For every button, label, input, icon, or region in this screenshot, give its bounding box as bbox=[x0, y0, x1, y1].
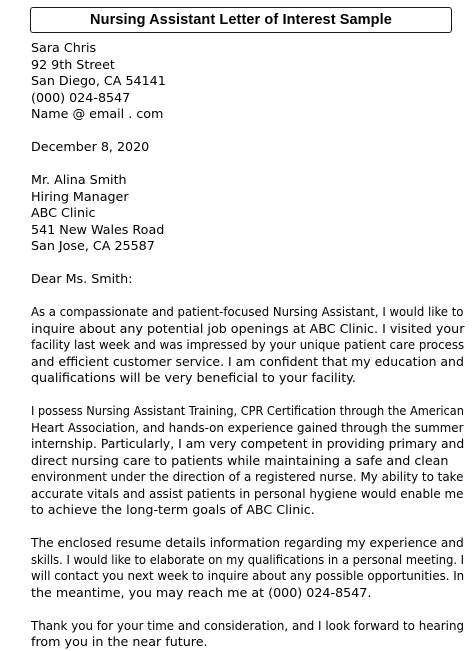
paragraph-1 bbox=[31, 304, 465, 387]
salutation: Dear Ms. Smith: bbox=[31, 271, 133, 286]
recipient-name: Mr. Alina Smith bbox=[31, 172, 127, 187]
sender-email: Name @ email . com bbox=[31, 106, 164, 121]
paragraph-line: the meantime, you may reach me at (000) 024-8547. bbox=[31, 584, 372, 600]
recipient-company: ABC Clinic bbox=[31, 205, 96, 220]
sender-phone: (000) 024-8547 bbox=[31, 89, 131, 105]
paragraph-line: skills. I would like to elaborate on my qualifications in a personal meeting. I bbox=[31, 551, 465, 567]
recipient-title: Hiring Manager bbox=[31, 188, 129, 204]
paragraph-line: environment under the direction of a registered nurse. My ability to take bbox=[31, 469, 464, 484]
sender-address bbox=[31, 40, 456, 123]
document-title: Nursing Assistant Letter of Interest Sample bbox=[90, 12, 392, 28]
paragraph-line: I possess Nursing Assistant Training, CPR Certification through the American bbox=[31, 403, 464, 418]
paragraph-line: direct nursing care to patients while maintaining a safe and clean bbox=[31, 452, 449, 468]
paragraph-line: will contact you next week to inquire about any possible opportunities. In bbox=[31, 568, 465, 583]
paragraph-line: inquire about any potential job openings at ABC Clinic. I visited your bbox=[31, 320, 465, 336]
paragraph-line: Heart Association, and hands-on experience gained through the summer bbox=[31, 419, 464, 435]
title-box bbox=[30, 7, 452, 33]
paragraph-line: As a compassionate and patient-focused Nursing Assistant, I would like to bbox=[31, 304, 464, 319]
paragraph-line: facility last week and was impressed by your unique patient care process bbox=[31, 337, 465, 352]
recipient-city: San Jose, CA 25587 bbox=[31, 238, 155, 253]
letter-body bbox=[31, 40, 465, 651]
recipient-address bbox=[31, 172, 456, 255]
letter-date: December 8, 2020 bbox=[31, 139, 150, 154]
recipient-street: 541 New Wales Road bbox=[31, 221, 165, 237]
sender-street: 92 9th Street bbox=[31, 56, 115, 72]
sender-name: Sara Chris bbox=[31, 40, 97, 55]
paragraph-line: Thank you for your time and consideration, and I look forward to hearing bbox=[31, 617, 465, 633]
paragraph-2 bbox=[31, 403, 465, 519]
sender-city: San Diego, CA 54141 bbox=[31, 73, 166, 88]
paragraph-line: and efficient customer service. I am confident that my education and bbox=[31, 353, 464, 369]
paragraph-line: The enclosed resume details information regarding my experience and bbox=[31, 535, 464, 550]
paragraph-line: qualifications will be very beneficial to your facility. bbox=[31, 370, 356, 385]
paragraph-4 bbox=[31, 617, 465, 651]
paragraph-3 bbox=[31, 535, 465, 601]
paragraph-line: internship. Particularly, I am very competent in providing primary and bbox=[31, 436, 465, 451]
paragraph-line: accurate vitals and assist patients in personal hygiene would enable me bbox=[31, 485, 464, 501]
paragraph-line: to achieve the long-term goals of ABC Clinic. bbox=[31, 502, 315, 517]
paragraph-line: from you in the near future. bbox=[31, 634, 208, 649]
